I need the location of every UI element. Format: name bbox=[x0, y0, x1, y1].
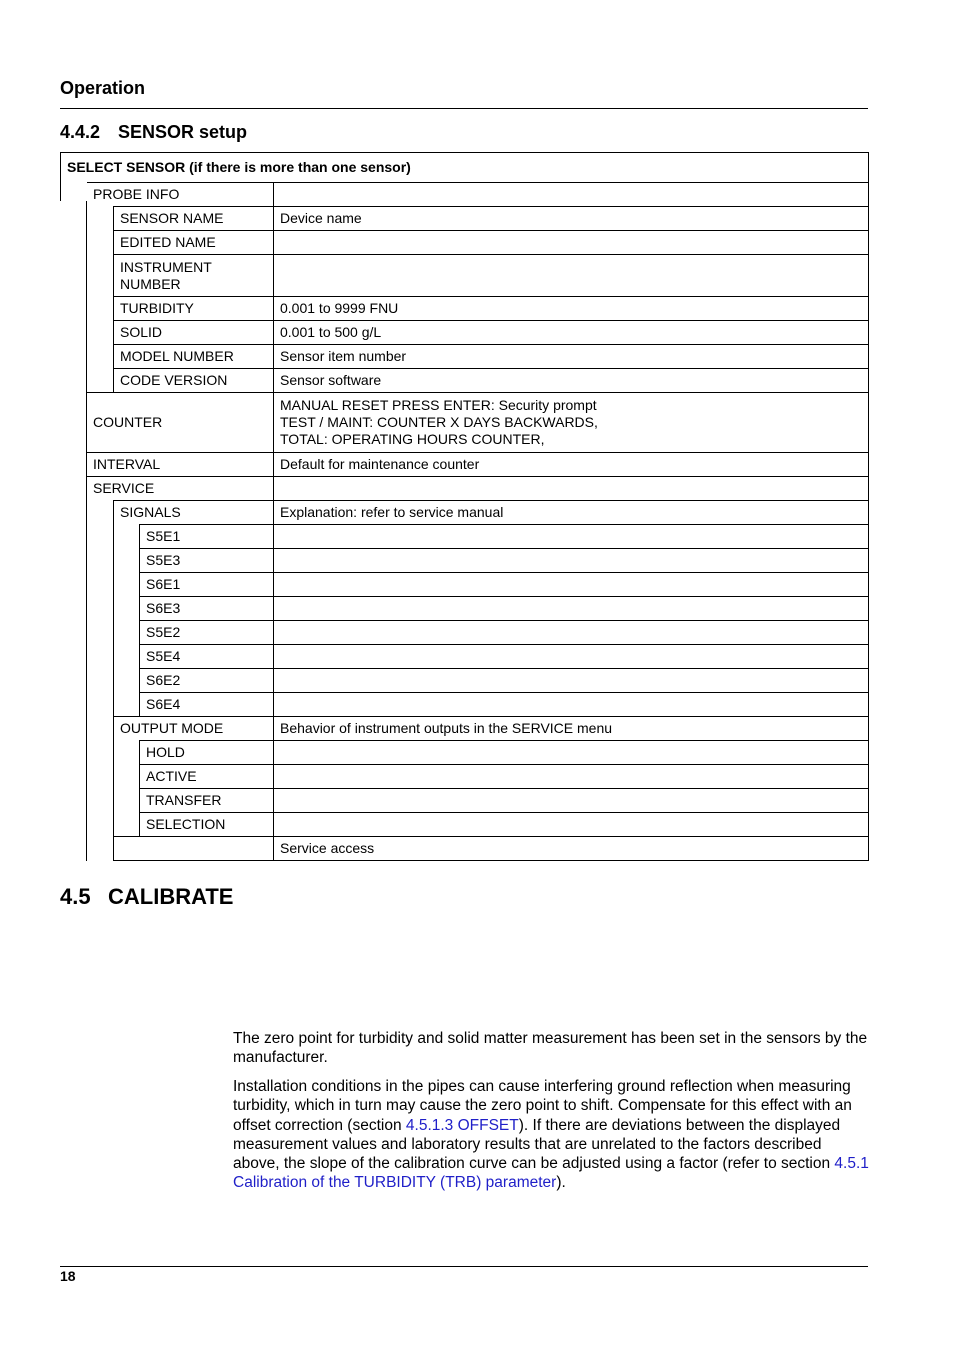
header-rule bbox=[60, 108, 868, 109]
menu-item-value bbox=[273, 764, 869, 789]
menu-item-value bbox=[273, 668, 869, 693]
indent-cell bbox=[86, 716, 114, 741]
indent-cell bbox=[86, 620, 114, 645]
menu-item-label: SOLID bbox=[113, 320, 274, 345]
menu-item-value: Default for maintenance counter bbox=[273, 452, 869, 477]
menu-top-row: SELECT SENSOR (if there is more than one sensor) bbox=[60, 152, 869, 183]
menu-item-value: Sensor item number bbox=[273, 344, 869, 369]
indent-cell bbox=[113, 620, 140, 645]
menu-item-label: PROBE INFO bbox=[86, 182, 274, 207]
indent-cell bbox=[86, 812, 114, 837]
indent-cell bbox=[86, 692, 114, 717]
menu-item-value bbox=[273, 692, 869, 717]
paragraph-part-3: ). bbox=[556, 1174, 566, 1192]
menu-item-label: TURBIDITY bbox=[113, 296, 274, 321]
indent-cell bbox=[113, 524, 140, 549]
menu-item-label: OUTPUT MODE bbox=[113, 716, 274, 741]
indent-cell bbox=[86, 344, 114, 369]
menu-item-label: MODEL NUMBER bbox=[113, 344, 274, 369]
menu-item-label: EDITED NAME bbox=[113, 230, 274, 255]
menu-item-label: S6E2 bbox=[139, 668, 274, 693]
indent-cell bbox=[86, 644, 114, 669]
paragraph-installation bbox=[233, 1077, 869, 1193]
menu-item-value bbox=[273, 596, 869, 621]
menu-item-label: SELECTION bbox=[139, 812, 274, 837]
header-title: Operation bbox=[60, 78, 146, 98]
indent-cell bbox=[113, 644, 140, 669]
menu-item-label: S5E2 bbox=[139, 620, 274, 645]
offset-section-link[interactable]: 4.5.1.3 OFFSET bbox=[405, 1116, 519, 1134]
indent-cell bbox=[113, 788, 140, 813]
menu-item-label: S5E3 bbox=[139, 548, 274, 573]
indent-cell bbox=[86, 206, 114, 231]
menu-item-value bbox=[273, 476, 869, 501]
menu-item-value: Behavior of instrument outputs in the SERVICE menu bbox=[273, 716, 869, 741]
section-title: SENSOR setup bbox=[118, 122, 248, 142]
menu-item-label: S6E4 bbox=[139, 692, 274, 717]
footer-rule bbox=[60, 1266, 868, 1267]
indent-cell bbox=[86, 296, 114, 321]
menu-item-value: 0.001 to 9999 FNU bbox=[273, 296, 869, 321]
indent-cell bbox=[113, 548, 140, 573]
menu-item-value bbox=[273, 548, 869, 573]
indent-cell bbox=[86, 572, 114, 597]
menu-item-label: CODE VERSION bbox=[113, 368, 274, 393]
indent-cell bbox=[113, 596, 140, 621]
indent-cell bbox=[86, 764, 114, 789]
chapter-number: 4.5 bbox=[60, 884, 91, 909]
menu-item-label: S5E1 bbox=[139, 524, 274, 549]
menu-item-label: TRANSFER bbox=[139, 788, 274, 813]
chapter-heading bbox=[60, 884, 233, 910]
menu-item-value: Explanation: refer to service manual bbox=[273, 500, 869, 525]
indent-cell bbox=[86, 500, 114, 525]
menu-item-value bbox=[273, 254, 869, 297]
menu-item-value bbox=[273, 788, 869, 813]
indent-cell bbox=[113, 764, 140, 789]
paragraph-part-2: ). If there are deviations between the displayed measurement values and laboratory results that are unrelated to the factors described above, the slope of the calibration curve can be adjusted using a factor (refer to section bbox=[233, 1116, 841, 1173]
menu-item-value bbox=[273, 812, 869, 837]
turbidity-calibration-link[interactable]: 4.5.1 Calibration of the TURBIDITY (TRB) parameter bbox=[233, 1155, 869, 1192]
menu-item-label: INSTRUMENT NUMBER bbox=[113, 254, 274, 297]
indent-cell bbox=[86, 230, 114, 255]
indent-cell bbox=[86, 254, 114, 297]
menu-item-value: Device name bbox=[273, 206, 869, 231]
paragraph-zero-point: The zero point for turbidity and solid matter measurement has been set in the sensors by the manufacturer. bbox=[233, 1030, 868, 1067]
menu-item-label bbox=[113, 836, 274, 861]
indent-cell bbox=[113, 692, 140, 717]
indent-cell bbox=[86, 524, 114, 549]
menu-item-label: HOLD bbox=[139, 740, 274, 765]
section-heading bbox=[60, 122, 247, 143]
menu-item-label: SENSOR NAME bbox=[113, 206, 274, 231]
indent-cell bbox=[113, 812, 140, 837]
paragraph-part-1: Installation conditions in the pipes can cause interfering ground reflection when measuring turbidity, which in turn may cause the zero point to shift. Compensate for this effect with an offset correction (section bbox=[233, 1078, 852, 1134]
indent-cell bbox=[86, 836, 114, 861]
indent-cell bbox=[113, 740, 140, 765]
menu-item-value bbox=[273, 182, 869, 207]
indent-cell bbox=[113, 572, 140, 597]
menu-item-label: S6E3 bbox=[139, 596, 274, 621]
indent-cell bbox=[86, 368, 114, 393]
menu-item-label: S5E4 bbox=[139, 644, 274, 669]
indent-cell bbox=[86, 788, 114, 813]
menu-item-value: 0.001 to 500 g/L bbox=[273, 320, 869, 345]
menu-item-value: Service access bbox=[273, 836, 869, 861]
chapter-title: CALIBRATE bbox=[108, 884, 234, 909]
indent-cell bbox=[86, 548, 114, 573]
menu-item-value bbox=[273, 740, 869, 765]
indent-rail bbox=[60, 182, 87, 201]
indent-cell bbox=[86, 320, 114, 345]
menu-item-value bbox=[273, 230, 869, 255]
menu-item-value bbox=[273, 620, 869, 645]
menu-item-label: INTERVAL bbox=[86, 452, 274, 477]
menu-item-label: SIGNALS bbox=[113, 500, 274, 525]
menu-item-label: S6E1 bbox=[139, 572, 274, 597]
menu-item-value bbox=[273, 524, 869, 549]
indent-cell bbox=[86, 668, 114, 693]
menu-item-value bbox=[273, 644, 869, 669]
menu-item-label: COUNTER bbox=[86, 392, 274, 453]
section-number: 4.4.2 bbox=[60, 122, 101, 142]
menu-item-value bbox=[273, 572, 869, 597]
menu-item-label: SERVICE bbox=[86, 476, 274, 501]
menu-item-label: ACTIVE bbox=[139, 764, 274, 789]
menu-item-value: MANUAL RESET PRESS ENTER: Security prompt TEST / MAINT: COUNTER X DAYS BACKWARDS, TOTAL: OPERATING HOURS COUNTER, bbox=[273, 392, 869, 453]
menu-item-value: Sensor software bbox=[273, 368, 869, 393]
page-number: 18 bbox=[60, 1268, 76, 1284]
indent-cell bbox=[86, 740, 114, 765]
indent-cell bbox=[113, 668, 140, 693]
indent-cell bbox=[86, 596, 114, 621]
